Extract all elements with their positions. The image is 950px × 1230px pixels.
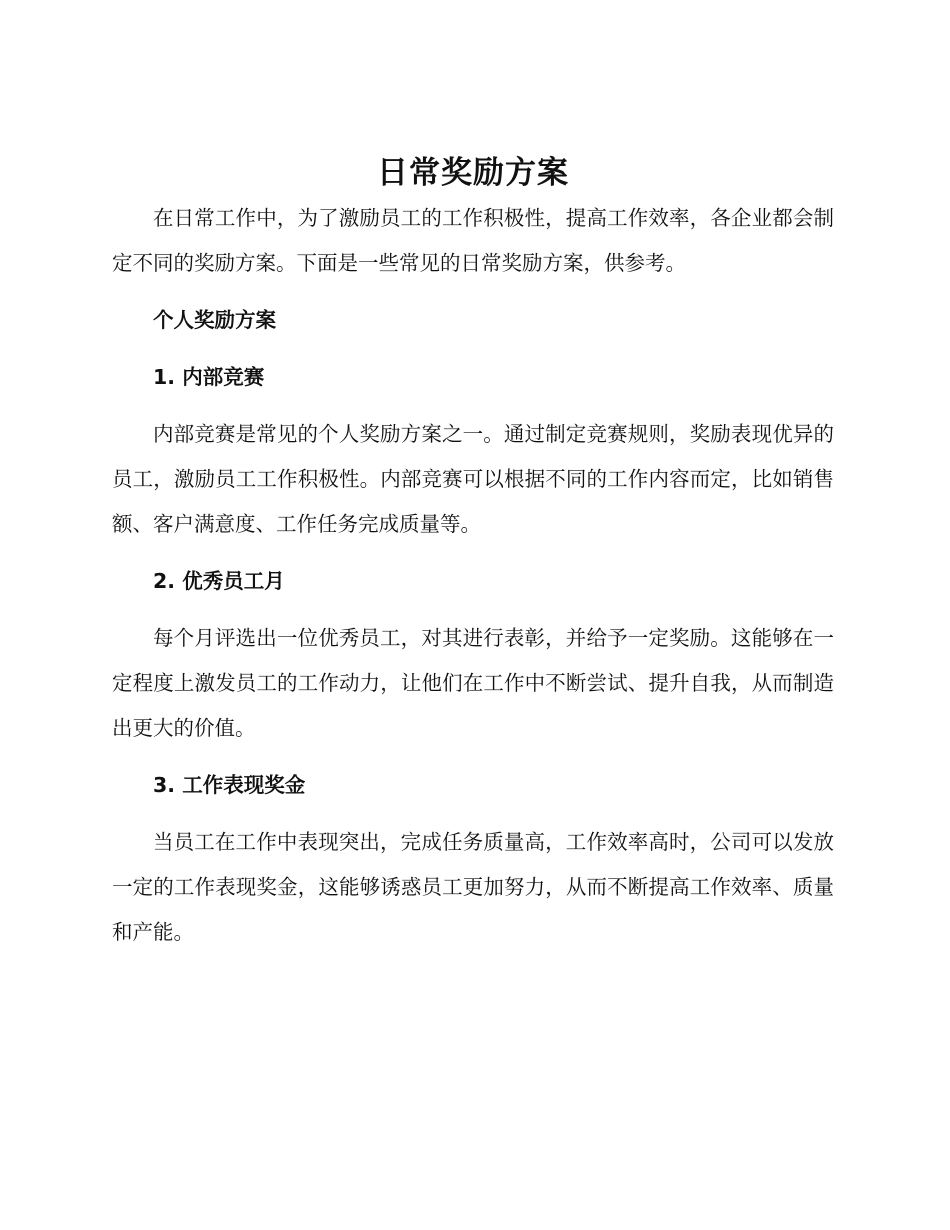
spacer <box>112 343 834 355</box>
item-heading-employee-of-month: 2. 优秀员工月 <box>153 569 285 593</box>
section-heading: 个人奖励方案 <box>153 308 276 332</box>
spacer <box>112 751 834 763</box>
spacer <box>112 808 834 820</box>
item-body-performance-bonus: 当员工在工作中表现突出，完成任务质量高，工作效率高时，公司可以发放一定的工作表现奖金，这能够诱惑员工更加努力，从而不断提高工作效率、质量和产能。 <box>112 830 834 944</box>
spacer <box>112 400 834 412</box>
item-body-internal-competition: 内部竞赛是常见的个人奖励方案之一。通过制定竞赛规则，奖励表现优异的员工，激励员工工作积极性。内部竞赛可以根据不同的工作内容而定，比如销售额、客户满意度、工作任务完成质量等。 <box>112 422 834 536</box>
document-page <box>112 150 834 955</box>
intro-paragraph: 在日常工作中，为了激励员工的工作积极性，提高工作效率，各企业都会制定不同的奖励方案。下面是一些常见的日常奖励方案，供参考。 <box>112 206 834 275</box>
item-heading-internal-competition: 1. 内部竞赛 <box>153 365 265 389</box>
item-body-employee-of-month: 每个月评选出一位优秀员工，对其进行表彰，并给予一定奖励。这能够在一定程度上激发员工的工作动力，让他们在工作中不断尝试、提升自我，从而制造出更大的价值。 <box>112 626 834 740</box>
document-title: 日常奖励方案 <box>377 155 569 191</box>
spacer <box>112 286 834 298</box>
spacer <box>112 604 834 616</box>
item-heading-performance-bonus: 3. 工作表现奖金 <box>153 773 306 797</box>
spacer <box>112 547 834 559</box>
